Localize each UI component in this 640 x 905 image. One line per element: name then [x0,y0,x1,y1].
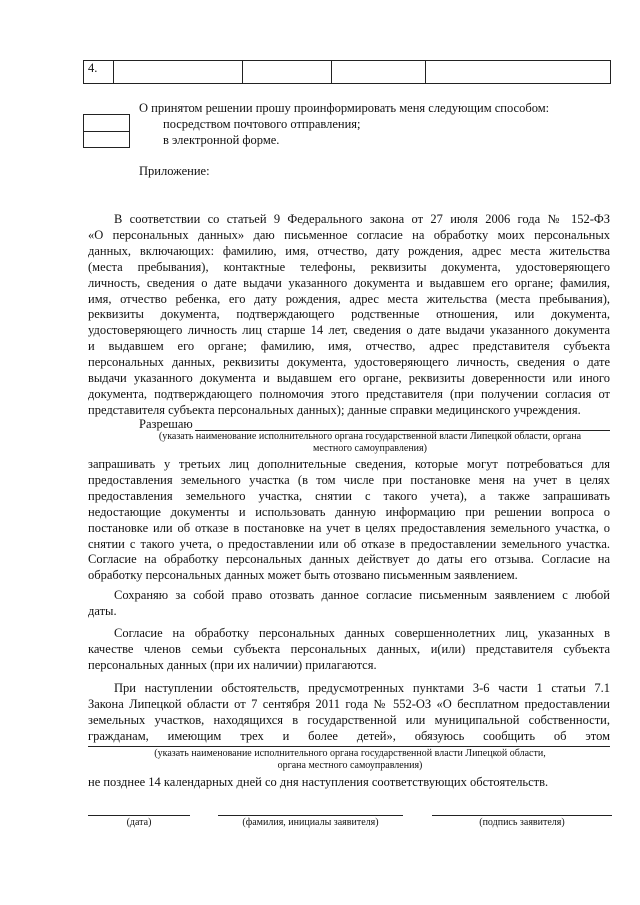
name-caption: (фамилия, инициалы заявителя) [242,817,379,828]
table-row [84,61,611,84]
obligation-deadline: не позднее 14 календарных дней со дня наступления соответствующих обстоятельств. [88,775,549,789]
permit-caption-2: местного самоуправления) [313,443,427,454]
table-cell[interactable] [114,61,243,84]
obligation-caption-2: органа местного самоуправления) [277,760,423,771]
request-line-last: обработку персональных данных может быть отозвано письменным заявлением. [88,568,518,583]
consent-line: «О персональных данных» даю письменное согласие на обработку моих персональных [88,227,610,242]
obligation-authority-field[interactable] [88,746,610,747]
consent-paragraph [88,212,610,419]
table-cell[interactable] [332,61,426,84]
revoke-line-last: даты. [88,603,117,618]
consent-line-last: представителя субъекта персональных данных); данные справки медицинского учреждения. [88,402,581,417]
date-field[interactable] [88,815,190,816]
consent-line: удостоверяющего личность лиц старше 14 лет, сведения о дате выдачи указанного документа [88,323,610,338]
name-field[interactable] [218,815,403,816]
consent-line: (места пребывания), контактные телефоны, реквизиты документа, удостоверяющего [88,259,610,274]
minors-line: качестве членов семьи субъекта персональных данных, и(или) представителя субъекта [88,641,610,656]
obligation-line: земельных участков, находящихся в государственной или муниципальной собственности, [88,712,610,727]
appendix-label: Приложение: [139,164,210,178]
request-line: предоставления земельного участка, снятии с такого учета), а также запрашивать [88,488,610,503]
electronic-option-label: в электронной форме. [163,133,280,147]
table-cell[interactable] [243,61,332,84]
consent-line: личность, сведения о дате выдачи указанного документа и выдавшем его органе; фамилия, [88,275,610,290]
request-line: недостающие документы и использовать данную информацию при решении вопроса о [88,504,610,519]
consent-line: выдачи указанного документа и выдавшем его органе, реквизиты доверенности или иного [88,371,610,386]
row-number-cell: 4. [84,61,114,84]
consent-line: персональных данных, реквизиты документа, удостоверяющего личность, сведения о дате [88,355,610,370]
consent-line: имя, отчество ребенка, его дату рождения, адрес места жительства (места пребывания), [88,291,610,306]
permit-caption-1: (указать наименование исполнительного органа государственной власти Липецкой области, органа [158,431,582,442]
children-table [83,60,611,84]
obligation-line: При наступлении обстоятельств, предусмотренных пунктами 3-6 части 1 статьи 7.1 [114,681,610,695]
permit-label: Разрешаю [139,417,193,431]
obligation-line: Закона Липецкой области от 7 сентября 2011 года № 552-ОЗ «О бесплатном предоставлении [88,696,610,711]
signature-caption: (подпись заявителя) [479,817,565,828]
obligation-caption-1: (указать наименование исполнительного органа государственной власти Липецкой области, [154,748,546,759]
notify-heading: О принятом решении прошу проинформировать меня следующим способом: [139,101,550,115]
minors-paragraph [88,626,610,674]
revoke-line: Сохраняю за собой право отозвать данное согласие письменным заявлением с любой [114,588,610,602]
consent-line: реквизиты документа, подтверждающего родственные отношения, или документа, [88,307,610,322]
consent-line: и выдавшем его органе; фамилию, имя, отчество, адрес представителя субъекта [88,339,610,354]
revoke-paragraph [88,588,610,620]
request-line: снятии с такого учета, о предоставлении или об отказе в предоставлении земельного участка. [88,536,610,551]
minors-line-last: персональных данных (при их наличии) прилагаются. [88,657,377,672]
obligation-line: гражданам, имеющим трех и более детей», обязуюсь сообщить об этом [88,728,610,743]
consent-line: В соответствии со статьей 9 Федерального закона от 27 июля 2006 года № 152-ФЗ [114,212,610,226]
consent-line: документа, подтверждающего полномочия этого представителя (при получении согласия от [88,386,610,401]
date-caption: (дата) [126,817,152,828]
consent-line: данных, включающих: фамилию, имя, отчество, дату рождения, адрес места жительства [88,243,610,258]
request-line: постановке или об отказе в постановке на учет в целях предоставления земельного участка, о [88,520,610,535]
post-option-checkbox[interactable] [83,114,130,132]
request-paragraph [88,457,610,584]
request-line: запрашивать у третьих лиц дополнительные сведения, которые могут потребоваться для [88,457,610,471]
post-option-label: посредством почтового отправления; [163,117,361,131]
request-line: предоставления земельного участка (в том числе при постановке меня на учет в целях [88,472,610,487]
table-cell[interactable] [426,61,611,84]
obligation-paragraph [88,681,610,745]
request-line: Согласие на обработку персональных данных действует до даты его отзыва. Согласие на [88,552,610,567]
minors-line: Согласие на обработку персональных данных совершеннолетних лиц, указанных в [114,626,610,640]
electronic-option-checkbox[interactable] [83,131,130,148]
signature-field[interactable] [432,815,612,816]
